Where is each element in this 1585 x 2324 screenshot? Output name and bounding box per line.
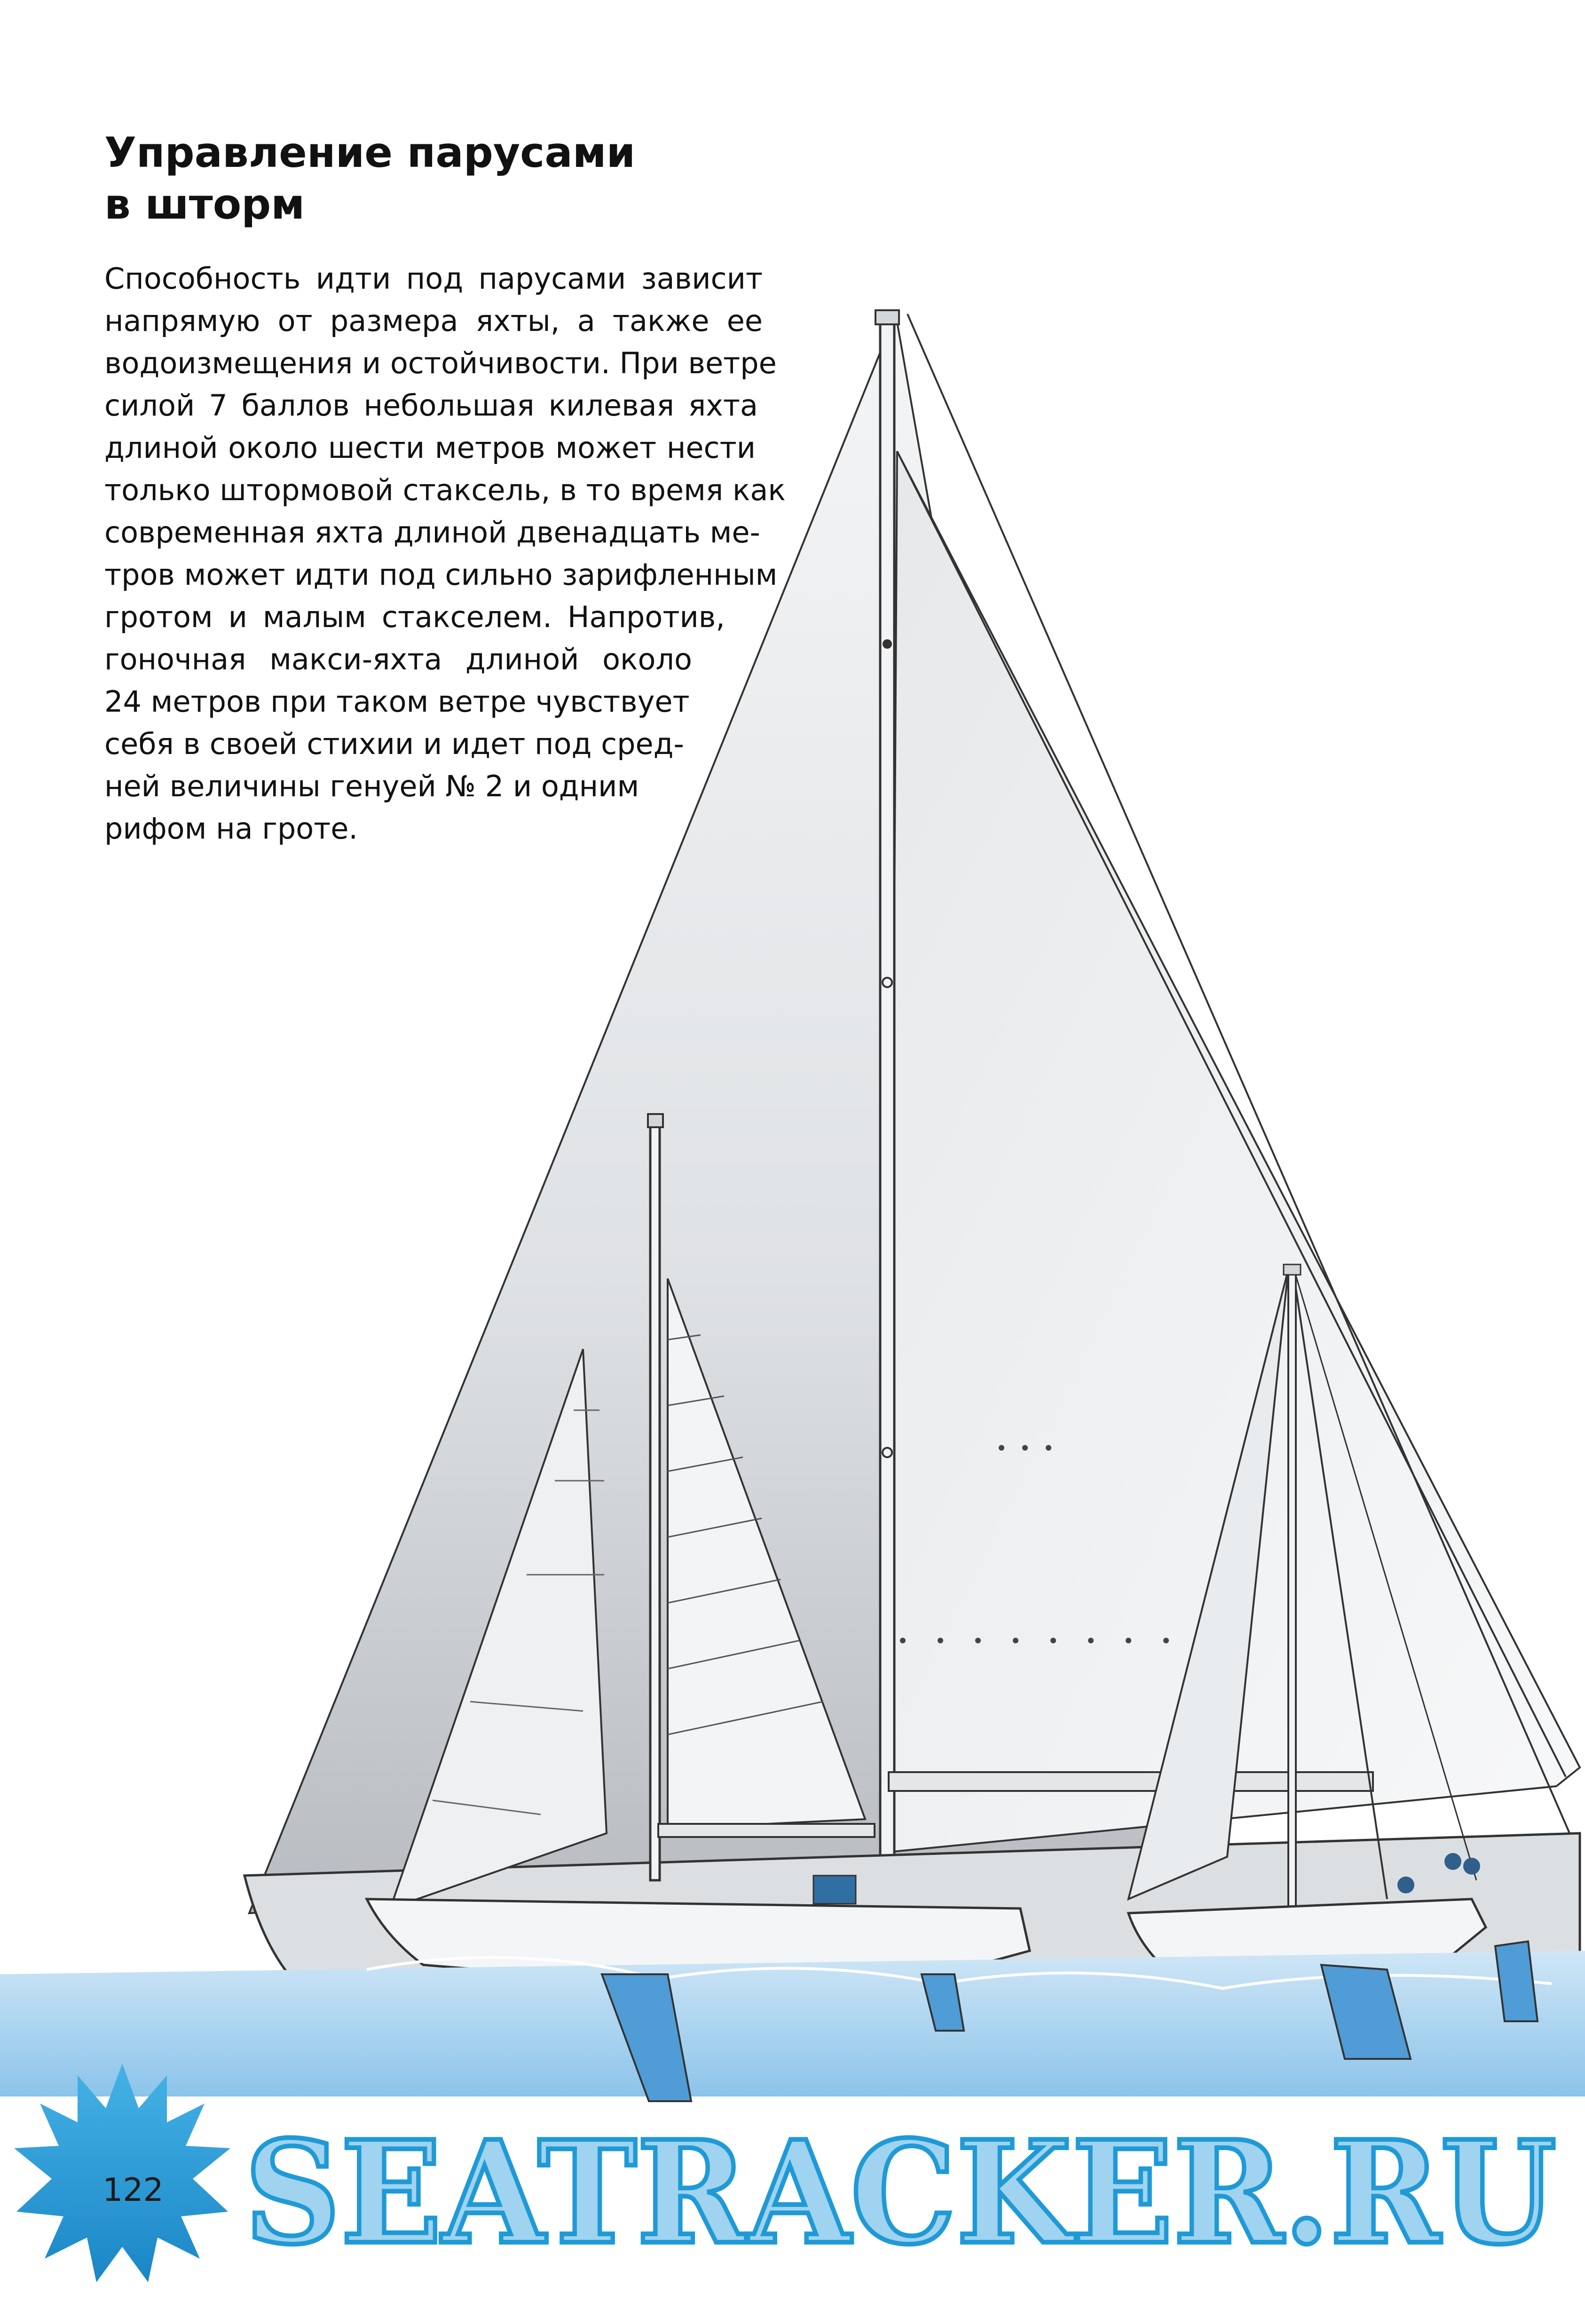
body-line: силой 7 баллов небольшая килевая яхта [104,388,758,423]
page-title-line-1: Управление парусами [104,128,636,177]
body-line: только штормовой стаксель, в то время как [104,473,786,507]
crew-figure-3 [1463,1858,1480,1875]
body-line: Способность идти под парусами зависит [104,261,763,296]
crew-figure-1 [1397,1876,1414,1893]
body-line: тров может идти под сильно зарифленным [104,557,778,592]
body-line: напрямую от размера яхты, а также ее [104,304,763,338]
small-mast [1288,1269,1296,1918]
body-line: водоизмещения и остойчивости. При ветре [104,346,777,380]
maxi-mast [880,314,894,1889]
body-line: гротом и малым стакселем. Напротив, [104,600,725,634]
body-line: 24 метров при таком ветре чувствует [104,684,690,719]
watermark-text: SEATRACKER.RU [244,2110,1556,2276]
body-line: себя в своей стихии и идет под сред- [104,727,684,761]
body-line: длиной около шести метров может нести [104,431,756,465]
page-number: 122 [103,2172,164,2209]
body-line: современная яхта длиной двенадцать ме- [104,515,760,550]
medium-mast [650,1119,660,1880]
page-title-line-2: в шторм [104,180,305,228]
body-line: рифом на гроте. [104,811,358,846]
crew-figure-2 [1444,1853,1461,1870]
body-text [104,258,786,850]
body-line: ней величины генуей № 2 и одним [104,769,639,803]
body-line: гоночная макси-яхта длиной около [104,642,692,676]
